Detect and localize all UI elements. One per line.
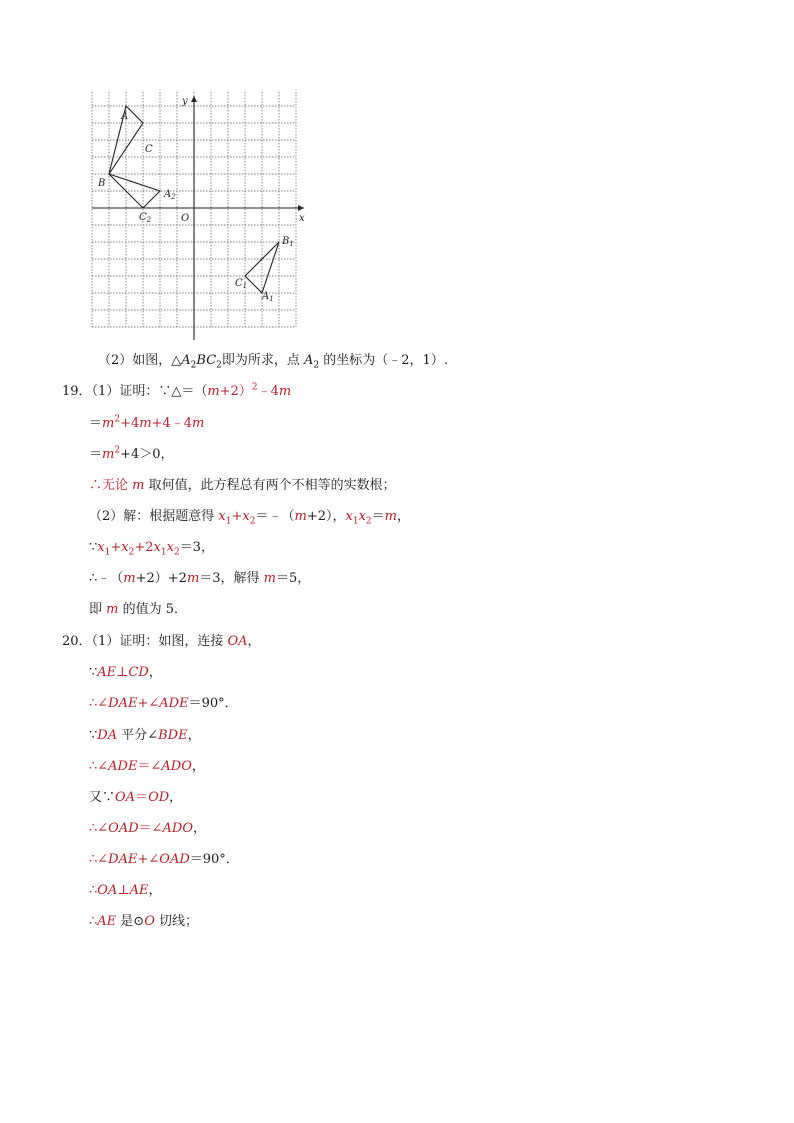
- q19-line5: [89, 508, 410, 526]
- text: 2: [114, 414, 121, 425]
- text: x: [218, 509, 226, 524]
- text: +4: [120, 416, 140, 431]
- text: ∴: [89, 883, 98, 898]
- text: x: [358, 509, 366, 524]
- text: （1）证明：如图，连接: [91, 634, 228, 649]
- text: ＝∠: [138, 821, 163, 836]
- text: m: [207, 384, 220, 399]
- x-axis-arrow: [298, 205, 304, 211]
- text: （2）解：根据题意得: [89, 509, 219, 524]
- origin-label: O: [181, 213, 190, 224]
- text: 是⊙: [116, 914, 145, 929]
- text: 2: [216, 360, 222, 371]
- text: m: [132, 478, 145, 493]
- text: O: [144, 914, 155, 929]
- text: ADE: [108, 759, 138, 774]
- text: 平分∠: [117, 728, 159, 743]
- q19-line8: [89, 601, 187, 619]
- text: 1: [225, 516, 232, 527]
- text: ∵: [89, 540, 98, 555]
- label-c2: $C_2$: [139, 212, 152, 224]
- q19-line3: [89, 446, 174, 464]
- text: x: [121, 540, 129, 555]
- text: A: [304, 353, 314, 368]
- text: +2）: [219, 384, 252, 399]
- text: ⊥: [116, 665, 129, 680]
- text: 取何值，此方程总有两个不相等的实数根；: [144, 478, 396, 493]
- text: 即为所求，点: [221, 353, 305, 368]
- label-a: A: [121, 111, 129, 122]
- text: OA: [115, 790, 136, 805]
- text: +∠: [137, 852, 160, 867]
- text: OA: [97, 883, 118, 898]
- text: 1: [160, 547, 167, 558]
- text: ∴∠: [89, 696, 109, 711]
- text: m: [139, 416, 152, 431]
- text: BC: [196, 353, 217, 368]
- text: 2: [114, 445, 121, 456]
- q20-line9: [89, 882, 161, 900]
- text: ，: [396, 509, 410, 524]
- text: OAD: [108, 821, 139, 836]
- text: x: [166, 540, 174, 555]
- q20-line4: [89, 727, 201, 745]
- text: m: [294, 509, 307, 524]
- q20-line7: [89, 820, 206, 838]
- text: ＝﹣（: [255, 509, 295, 524]
- text: 2: [190, 360, 197, 371]
- text: 2: [251, 382, 258, 393]
- q19-line1: [62, 383, 291, 401]
- text: 2: [249, 516, 256, 527]
- text: m: [263, 571, 276, 586]
- question-number: 19．: [62, 384, 92, 399]
- text: ⊥: [117, 883, 130, 898]
- label-b: B: [98, 178, 106, 189]
- q19-line7: [89, 570, 310, 588]
- text: +2: [134, 540, 154, 555]
- text: ＝: [371, 509, 385, 524]
- label-a1: $A_1$: [262, 291, 274, 303]
- text: ＝: [135, 790, 149, 805]
- text: m: [384, 509, 397, 524]
- text: 2: [313, 360, 320, 371]
- text: ﹣4: [257, 384, 279, 399]
- text: x: [345, 509, 353, 524]
- y-axis-arrow: [191, 96, 197, 102]
- text: 2: [173, 547, 180, 558]
- text: ∴﹣（: [89, 571, 124, 586]
- text: x: [153, 540, 161, 555]
- text: ＝5，: [276, 571, 311, 586]
- text: x: [242, 509, 250, 524]
- text: ＝: [89, 447, 103, 462]
- q20-line3: [89, 695, 238, 713]
- text: ＝∠: [137, 759, 162, 774]
- question-number: 20．: [62, 634, 92, 649]
- text: 的值为 5．: [118, 602, 188, 617]
- text: m: [106, 602, 119, 617]
- text: 1: [104, 547, 111, 558]
- text: ，: [169, 790, 183, 805]
- text: ，: [148, 665, 162, 680]
- text: ，: [247, 634, 261, 649]
- text: ADO: [161, 759, 192, 774]
- text: +: [231, 509, 243, 524]
- text: CD: [128, 665, 149, 680]
- text: ∴无论: [89, 478, 133, 493]
- text: 2: [128, 547, 135, 558]
- label-c1: $C_1$: [235, 278, 248, 290]
- text: +2），: [306, 509, 346, 524]
- text: AE: [97, 914, 117, 929]
- text: ，: [191, 759, 205, 774]
- text: ∴∠: [89, 821, 109, 836]
- text: ＝90°．: [189, 852, 239, 867]
- text: OD: [148, 790, 170, 805]
- y-axis-label: y: [182, 96, 188, 107]
- text: m: [102, 416, 115, 431]
- text: ，: [187, 728, 201, 743]
- text: ∴: [89, 914, 98, 929]
- q19-line6: [89, 539, 214, 557]
- q20-line10: [89, 913, 198, 931]
- text: +: [110, 540, 122, 555]
- text: ，: [193, 821, 207, 836]
- q19-line4: [89, 477, 396, 495]
- text: DAE: [108, 852, 138, 867]
- text: DA: [97, 728, 118, 743]
- text: 切线；: [154, 914, 199, 929]
- q20-line5: [89, 758, 205, 776]
- q20-line6: [89, 789, 182, 807]
- text: m: [278, 384, 292, 399]
- text: 1: [352, 516, 359, 527]
- text: +4﹣4: [151, 416, 193, 431]
- text: 又∵: [89, 790, 116, 805]
- text: m: [102, 447, 115, 462]
- text: m: [186, 571, 200, 586]
- text: ADE: [159, 696, 189, 711]
- text: 2: [365, 516, 372, 527]
- text: 即: [89, 602, 107, 617]
- text: +4＞0，: [120, 447, 174, 462]
- text: AE: [129, 883, 149, 898]
- text: ＝3，解得: [199, 571, 264, 586]
- q19-line2: [89, 415, 204, 433]
- text: ∵: [89, 728, 98, 743]
- text: ∴∠: [89, 759, 109, 774]
- text: ∴∠: [89, 852, 109, 867]
- x-axis-label: x: [299, 213, 305, 224]
- text: DAE: [108, 696, 138, 711]
- q20-line1: [62, 633, 261, 651]
- text: 的坐标为（﹣2，1）.: [319, 353, 448, 368]
- text: BDE: [158, 728, 188, 743]
- text: A: [181, 353, 191, 368]
- text: +2）+2: [135, 571, 187, 586]
- text: （2）如图，△: [98, 353, 182, 368]
- text: m: [123, 571, 136, 586]
- q20-line8: [89, 851, 239, 869]
- axes: [92, 96, 305, 340]
- text: +∠: [137, 696, 160, 711]
- label-a2: $A_2$: [164, 189, 176, 201]
- text: OAD: [159, 852, 190, 867]
- text: x: [97, 540, 105, 555]
- label-c: C: [145, 144, 153, 155]
- text: ＝90°．: [188, 696, 238, 711]
- text: AE: [97, 665, 117, 680]
- text: OA: [227, 634, 248, 649]
- text: ∵: [89, 665, 98, 680]
- text: （1）证明：∵△＝（: [91, 384, 208, 399]
- q18-part2: [98, 352, 448, 370]
- text: m: [192, 416, 205, 431]
- label-b1: $B_1$: [282, 236, 294, 248]
- text: ＝3，: [179, 540, 214, 555]
- text: ADO: [162, 821, 194, 836]
- text: ＝: [89, 416, 103, 431]
- text: ，: [148, 883, 162, 898]
- q20-line2: [89, 664, 162, 682]
- coordinate-figure: [86, 90, 316, 348]
